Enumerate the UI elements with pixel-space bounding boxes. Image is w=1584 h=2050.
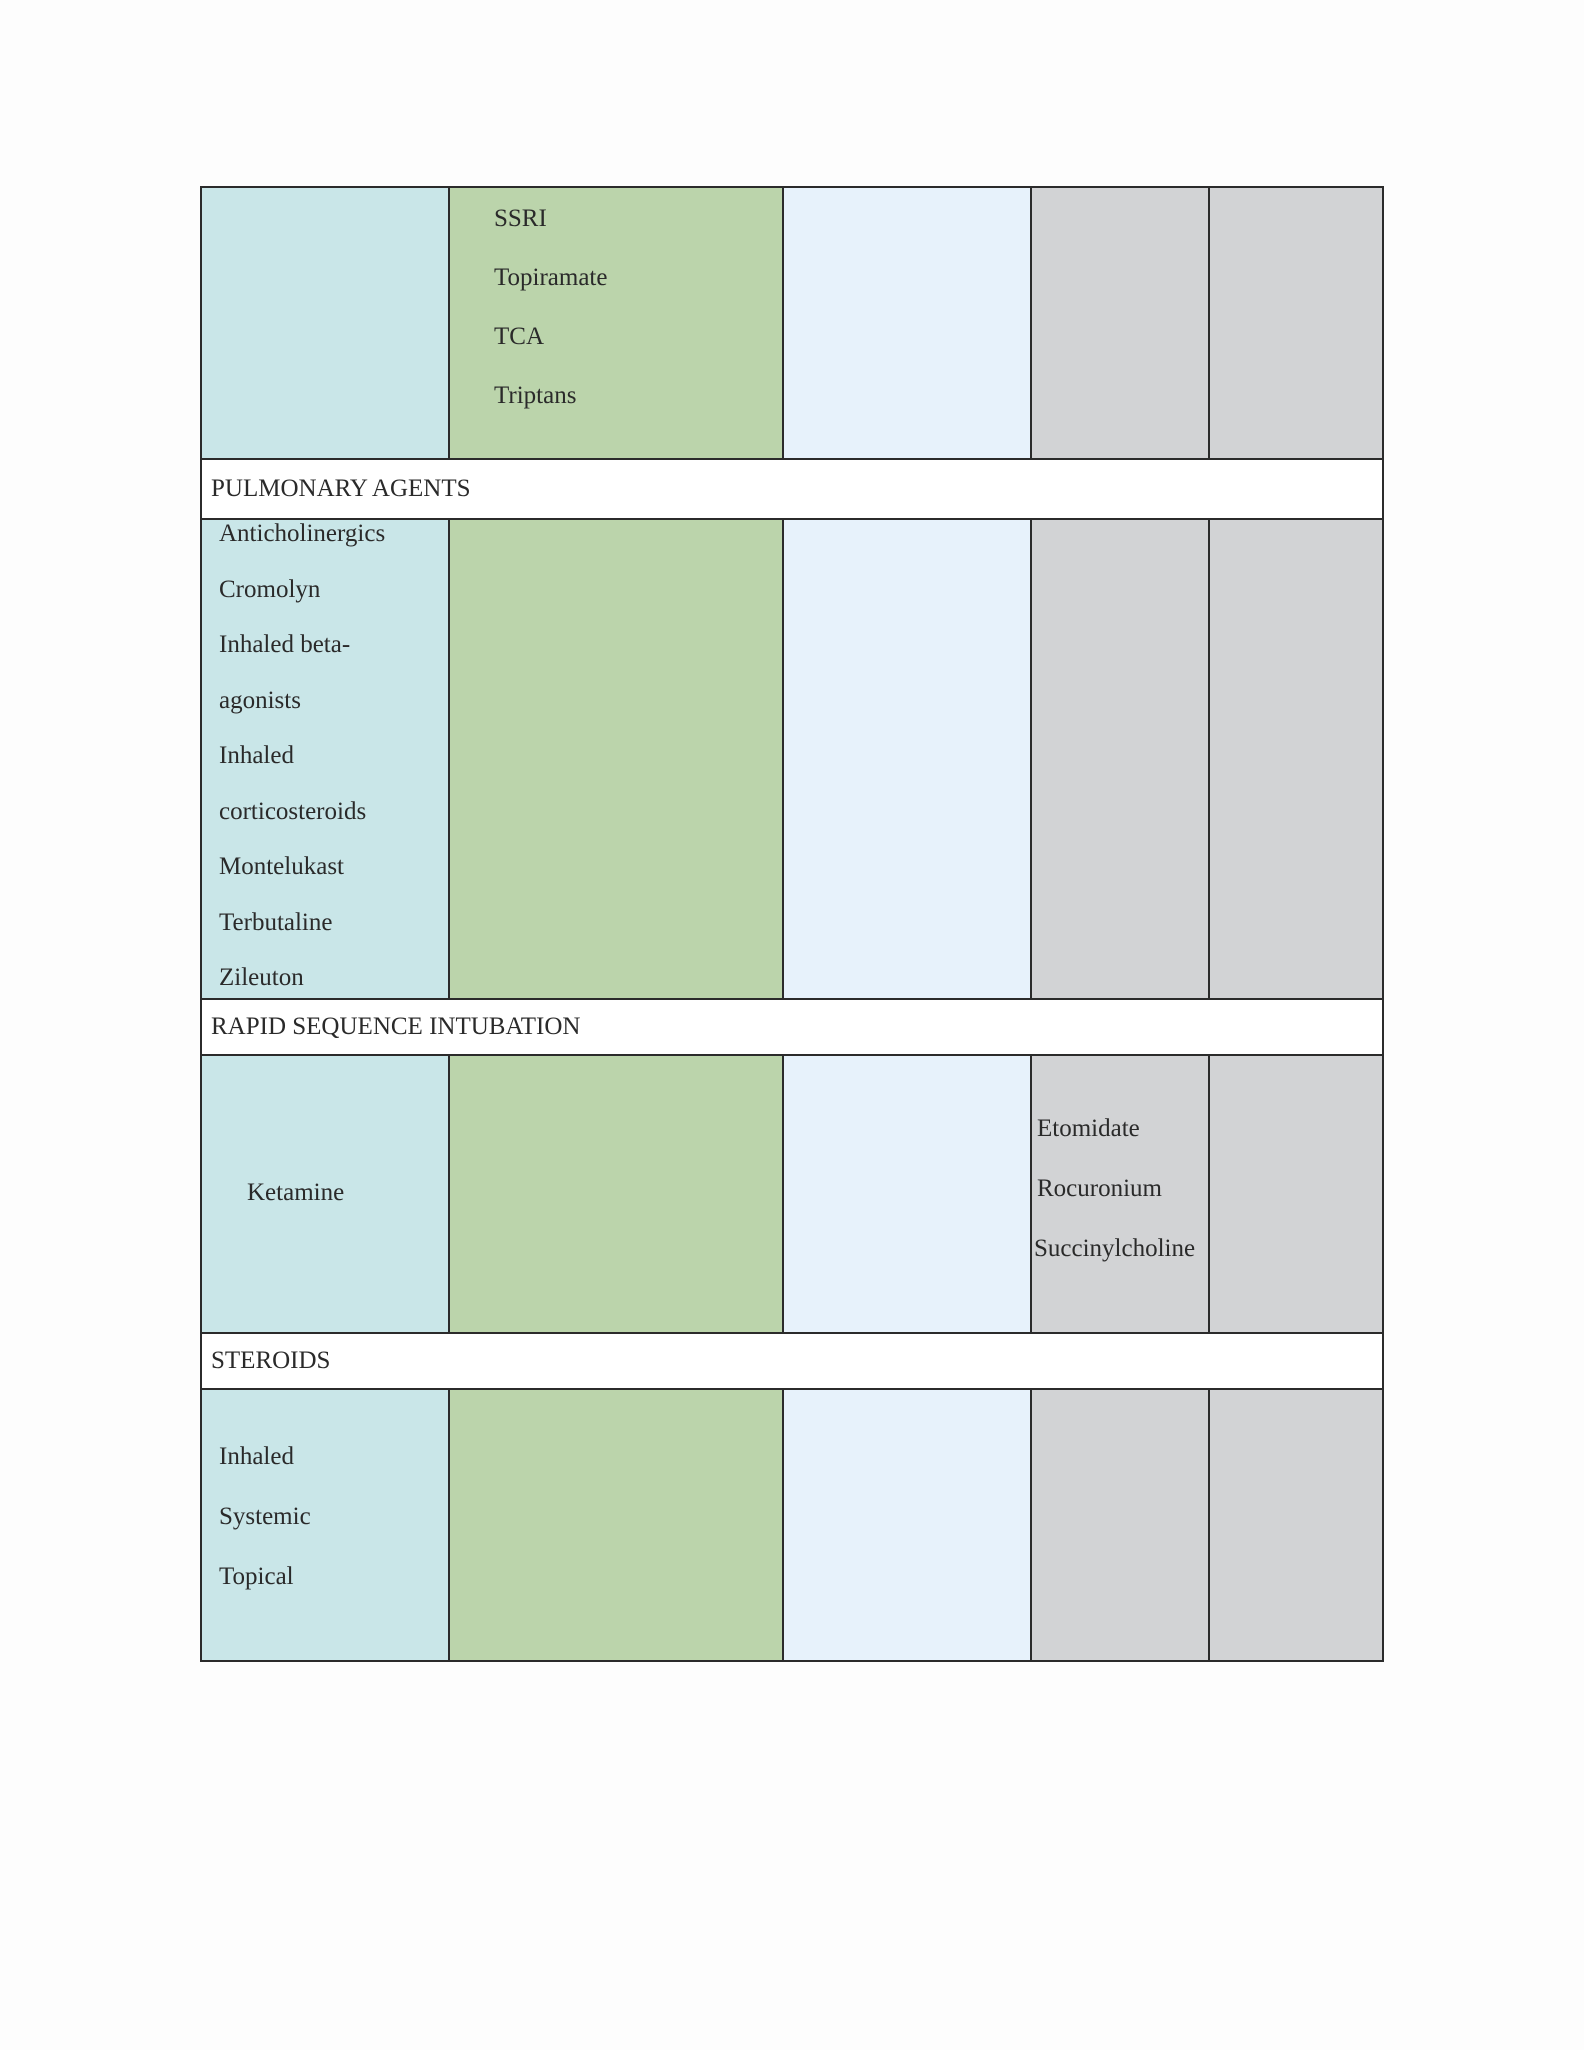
list-item: TCA bbox=[494, 323, 544, 350]
table-cell bbox=[202, 1390, 450, 1660]
list-item: SSRI bbox=[494, 205, 547, 232]
drug-table bbox=[200, 186, 1384, 1662]
table-cell bbox=[450, 188, 784, 458]
list-item: Zileuton bbox=[219, 964, 304, 991]
drug-list bbox=[1032, 1056, 1208, 1296]
list-item: corticosteroids bbox=[219, 797, 367, 825]
table-row bbox=[202, 1054, 1382, 1332]
list-item: Systemic bbox=[219, 1503, 311, 1530]
section-header-rapid-sequence-intubation: RAPID SEQUENCE INTUBATION bbox=[202, 998, 1382, 1054]
table-cell bbox=[784, 188, 1032, 458]
list-item: Topical bbox=[219, 1563, 294, 1590]
table-cell bbox=[202, 1056, 450, 1332]
table-cell bbox=[1032, 520, 1210, 998]
table-cell bbox=[1032, 1056, 1210, 1332]
list-item: Etomidate bbox=[1037, 1115, 1140, 1142]
table-cell bbox=[450, 1390, 784, 1660]
list-item: agonists bbox=[219, 686, 301, 714]
table-cell bbox=[1210, 1056, 1382, 1332]
list-item: Inhaled bbox=[219, 742, 294, 769]
section-header-steroids: STEROIDS bbox=[202, 1332, 1382, 1388]
list-item: Montelukast bbox=[219, 853, 344, 880]
table-cell bbox=[450, 1056, 784, 1332]
table-cell bbox=[784, 1056, 1032, 1332]
list-item: Inhaled bbox=[219, 1443, 294, 1470]
table-cell bbox=[1032, 1390, 1210, 1660]
drug-list bbox=[202, 1390, 448, 1624]
table-row bbox=[202, 186, 1382, 458]
table-cell bbox=[784, 520, 1032, 998]
drug-list bbox=[202, 520, 448, 1021]
table-cell bbox=[1210, 188, 1382, 458]
table-cell bbox=[784, 1390, 1032, 1660]
table-cell bbox=[1210, 1390, 1382, 1660]
list-item: Cromolyn bbox=[219, 575, 321, 603]
section-header-pulmonary-agents: PULMONARY AGENTS bbox=[202, 458, 1382, 518]
table-cell bbox=[1210, 520, 1382, 998]
list-item: Triptans bbox=[494, 382, 577, 409]
list-item: Succinylcholine bbox=[1034, 1235, 1196, 1262]
list-item: Anticholinergics bbox=[219, 520, 386, 547]
table-row bbox=[202, 1388, 1382, 1660]
table-cell bbox=[202, 520, 450, 998]
list-item: Inhaled beta- bbox=[219, 631, 351, 658]
drug-name: Ketamine bbox=[247, 1178, 345, 1206]
drug-list bbox=[450, 188, 782, 442]
list-item: Topiramate bbox=[494, 264, 608, 291]
table-row bbox=[202, 518, 1382, 998]
list-item: Terbutaline bbox=[219, 908, 333, 936]
table-cell bbox=[450, 520, 784, 998]
table-cell bbox=[202, 188, 450, 458]
table-cell bbox=[1032, 188, 1210, 458]
list-item: Rocuronium bbox=[1037, 1175, 1162, 1202]
